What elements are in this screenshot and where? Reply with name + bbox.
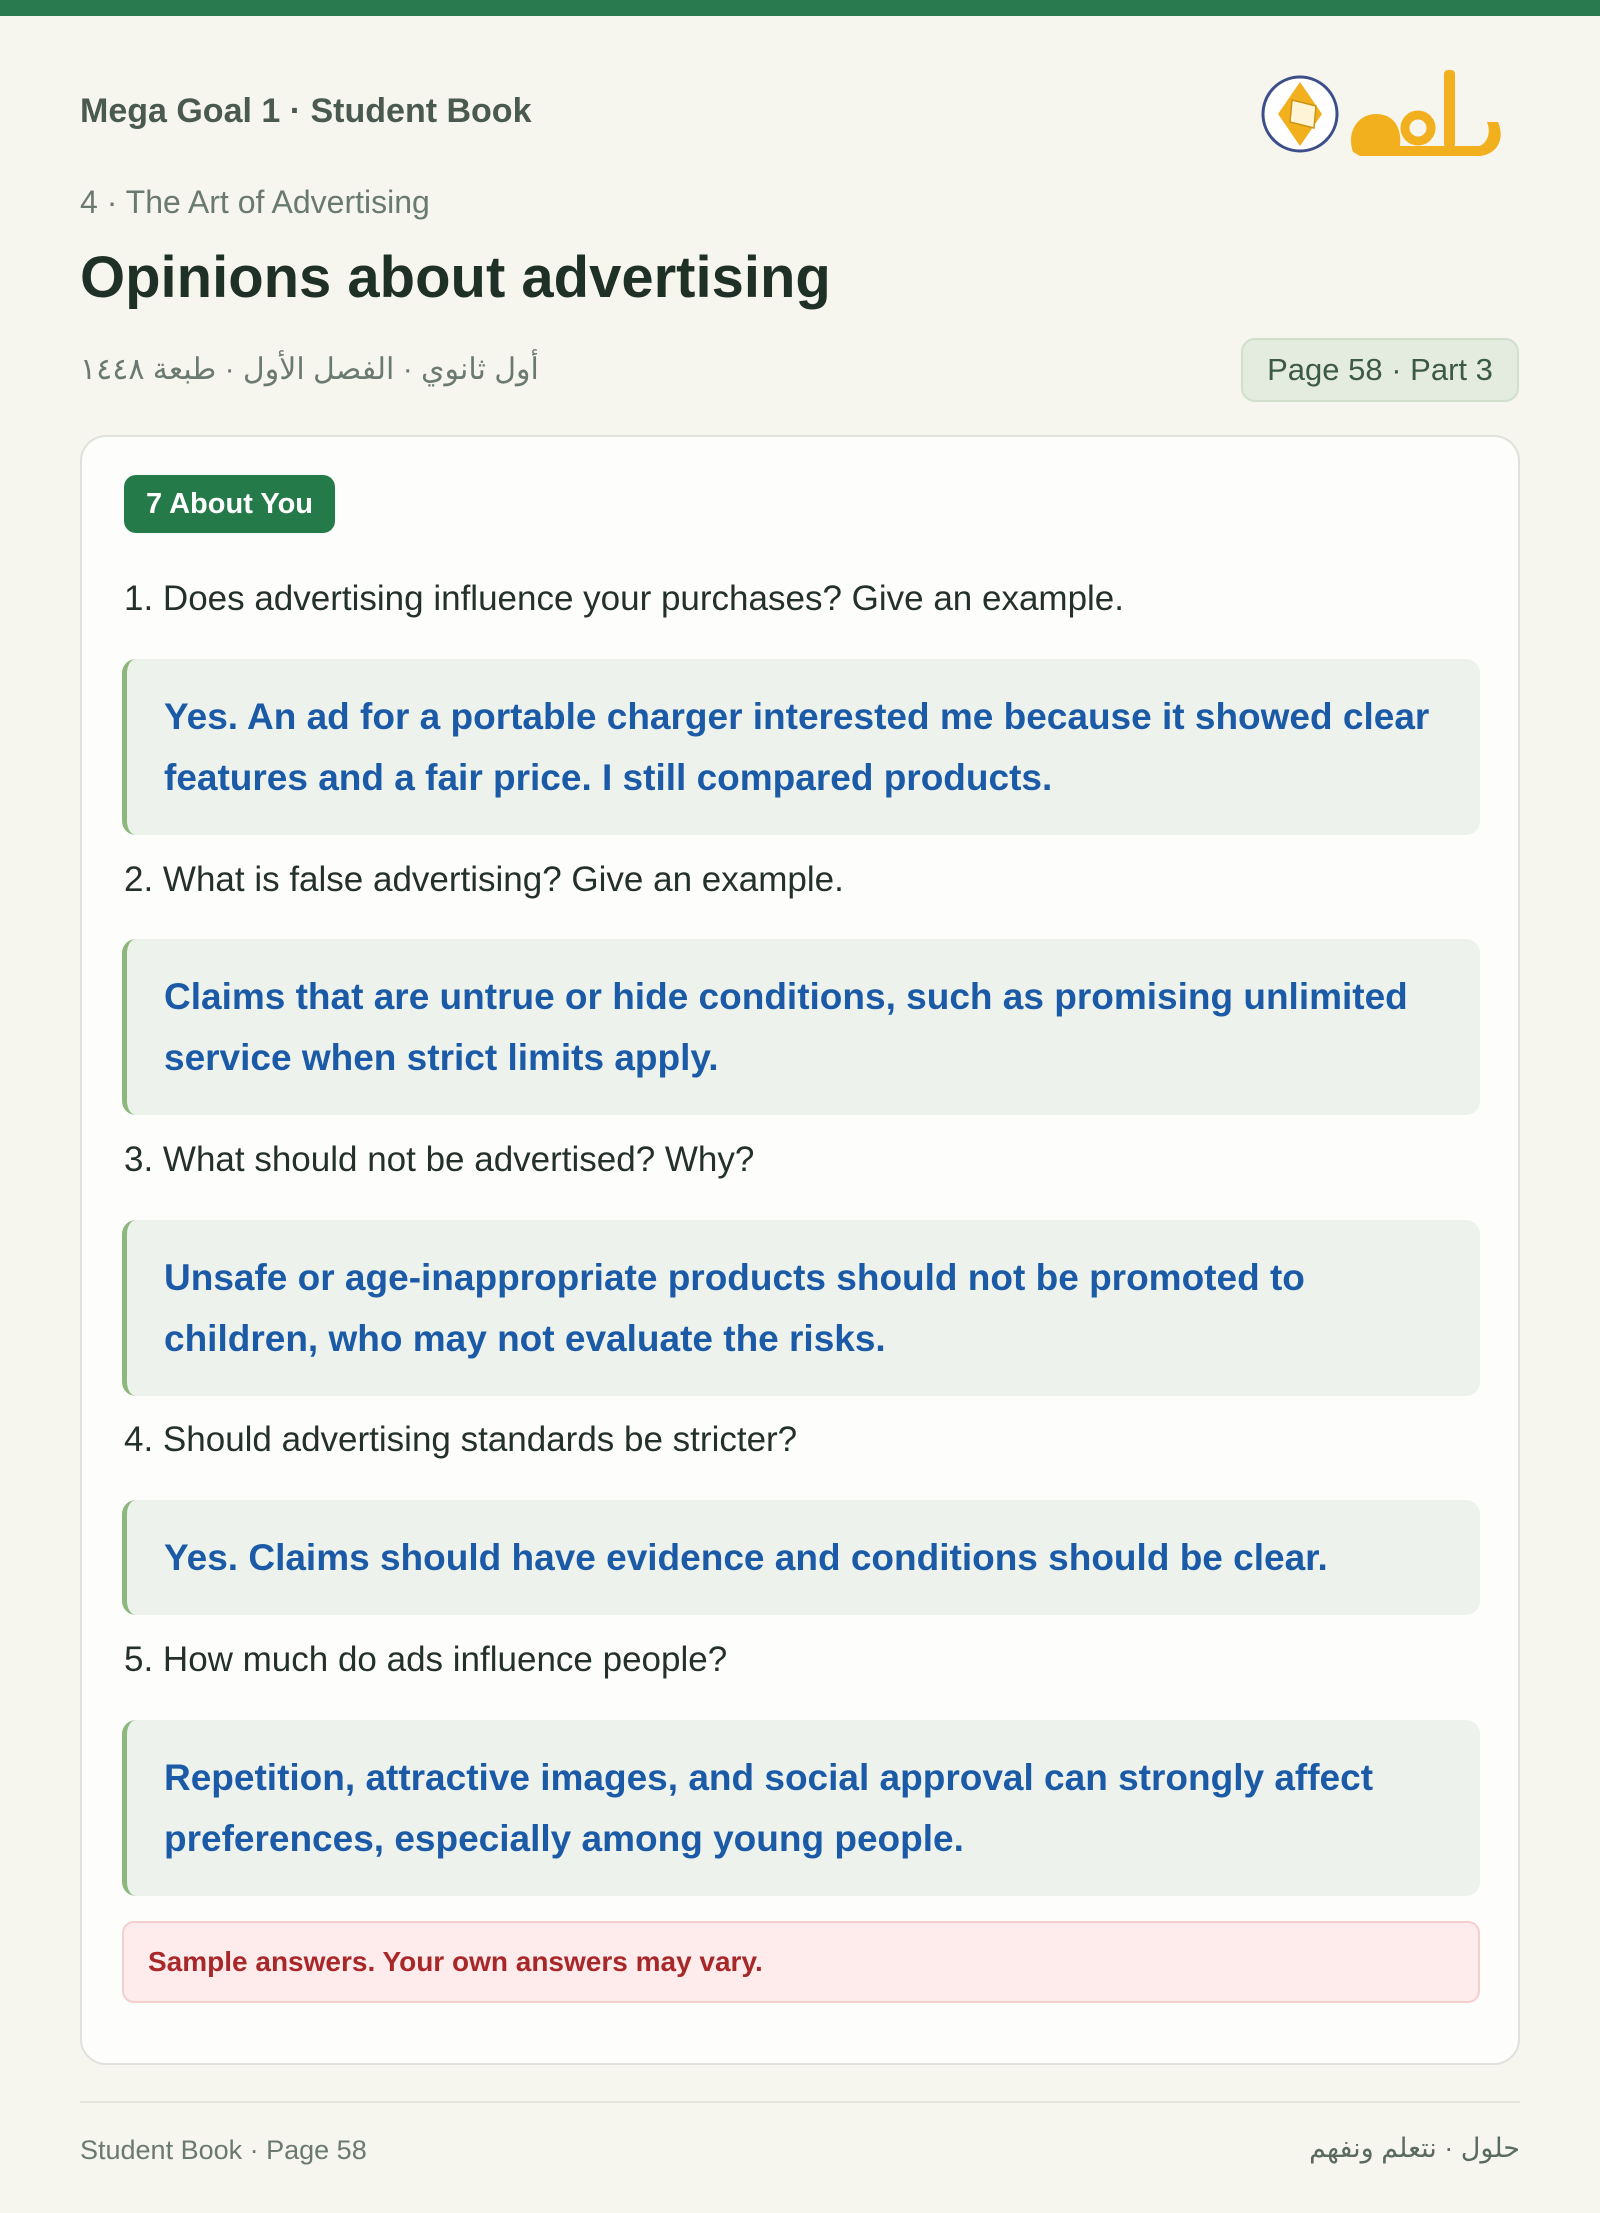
- question-4: 4. Should advertising standards be stricter?: [124, 1420, 798, 1459]
- unit-label: 4 · The Art of Advertising: [80, 184, 430, 220]
- footer-divider: [80, 2101, 1520, 2103]
- footer-brand-tagline: حلول · نتعلم ونفهم: [1309, 2133, 1520, 2163]
- answer-text: Repetition, attractive images, and social approval can strongly affect preferences, especially among young people.: [164, 1757, 1374, 1859]
- grade-term-subtitle: أول ثانوي · الفصل الأول · طبعة ١٤٤٨: [80, 353, 539, 386]
- answer-1: [122, 659, 1480, 835]
- answer-2: [122, 939, 1480, 1115]
- answer-3: [122, 1220, 1480, 1396]
- exercise-card: [80, 435, 1520, 2065]
- question-1: 1. Does advertising influence your purchases? Give an example.: [124, 579, 1124, 618]
- question-5: 5. How much do ads influence people?: [124, 1640, 728, 1679]
- question-2: 2. What is false advertising? Give an example.: [124, 860, 844, 899]
- answer-5: [122, 1720, 1480, 1896]
- top-accent-bar: [0, 0, 1600, 16]
- answer-text: Yes. An ad for a portable charger interested me because it showed clear features and a fair price. I still compared products.: [164, 696, 1430, 798]
- answer-text: Claims that are untrue or hide conditions, such as promising unlimited service when strict limits apply.: [164, 976, 1408, 1078]
- page-part-badge: Page 58 · Part 3: [1241, 338, 1519, 402]
- section-badge: 7 About You: [124, 475, 335, 533]
- question-3: 3. What should not be advertised? Why?: [124, 1140, 755, 1179]
- answer-text: Yes. Claims should have evidence and conditions should be clear.: [164, 1537, 1328, 1578]
- book-title: Mega Goal 1 · Student Book: [80, 92, 532, 130]
- book-logo-icon: [1258, 62, 1508, 167]
- answer-4: [122, 1500, 1480, 1615]
- sample-answers-note: Sample answers. Your own answers may vary.: [122, 1921, 1480, 2003]
- answer-text: Unsafe or age-inappropriate products should not be promoted to children, who may not evaluate the risks.: [164, 1257, 1305, 1359]
- page-title: Opinions about advertising: [80, 245, 831, 310]
- footer-page-label: Student Book · Page 58: [80, 2135, 367, 2165]
